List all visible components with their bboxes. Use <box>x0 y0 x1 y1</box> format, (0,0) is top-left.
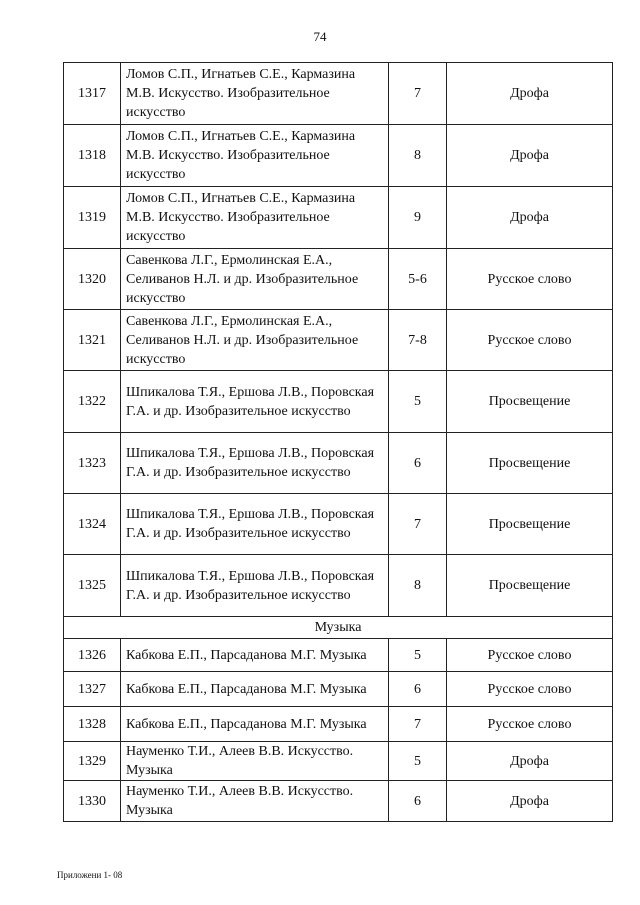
row-number: 1327 <box>64 672 121 707</box>
publisher-cell: Дрофа <box>447 63 613 125</box>
publisher-cell: Просвещение <box>447 433 613 494</box>
row-number: 1329 <box>64 742 121 781</box>
grade-cell: 9 <box>389 187 447 249</box>
grade-cell: 6 <box>389 672 447 707</box>
table-row <box>64 433 613 494</box>
publisher-cell: Просвещение <box>447 494 613 555</box>
publisher-cell: Просвещение <box>447 555 613 617</box>
publisher-cell: Русское слово <box>447 249 613 310</box>
publisher-cell: Русское слово <box>447 310 613 371</box>
grade-cell: 8 <box>389 125 447 187</box>
table-row <box>64 63 613 125</box>
author-title-cell: Ломов С.П., Игнатьев С.Е., Кармазина М.В. Искусство. Изобразительное искусство <box>121 63 389 125</box>
author-title-cell: Ломов С.П., Игнатьев С.Е., Кармазина М.В. Искусство. Изобразительное искусство <box>121 187 389 249</box>
row-number: 1320 <box>64 249 121 310</box>
grade-cell: 7 <box>389 707 447 742</box>
author-title-cell: Шпикалова Т.Я., Ершова Л.В., Поровская Г.А. и др. Изобразительное искусство <box>121 433 389 494</box>
table-row <box>64 371 613 433</box>
author-title-cell: Шпикалова Т.Я., Ершова Л.В., Поровская Г.А. и др. Изобразительное искусство <box>121 555 389 617</box>
table-row <box>64 555 613 617</box>
grade-cell: 7 <box>389 494 447 555</box>
publisher-cell: Русское слово <box>447 707 613 742</box>
grade-cell: 7-8 <box>389 310 447 371</box>
grade-cell: 8 <box>389 555 447 617</box>
publisher-cell: Просвещение <box>447 371 613 433</box>
author-title-cell: Ломов С.П., Игнатьев С.Е., Кармазина М.В. Искусство. Изобразительное искусство <box>121 125 389 187</box>
table-row <box>64 310 613 371</box>
row-number: 1326 <box>64 639 121 672</box>
author-title-cell: Кабкова Е.П., Парсаданова М.Г. Музыка <box>121 639 389 672</box>
author-title-cell: Науменко Т.И., Алеев В.В. Искусство. Музыка <box>121 781 389 822</box>
table-row <box>64 494 613 555</box>
grade-cell: 5 <box>389 639 447 672</box>
table-row <box>64 781 613 822</box>
publisher-cell: Дрофа <box>447 187 613 249</box>
grade-cell: 6 <box>389 781 447 822</box>
author-title-cell: Савенкова Л.Г., Ермолинская Е.А., Селиванов Н.Л. и др. Изобразительное искусство <box>121 249 389 310</box>
author-title-cell: Кабкова Е.П., Парсаданова М.Г. Музыка <box>121 707 389 742</box>
grade-cell: 6 <box>389 433 447 494</box>
row-number: 1322 <box>64 371 121 433</box>
publisher-cell: Дрофа <box>447 125 613 187</box>
publisher-cell: Дрофа <box>447 742 613 781</box>
row-number: 1325 <box>64 555 121 617</box>
section-title: Музыка <box>64 617 613 639</box>
page-number: 74 <box>313 29 327 44</box>
row-number: 1317 <box>64 63 121 125</box>
row-number: 1323 <box>64 433 121 494</box>
textbook-table <box>63 62 613 822</box>
row-number: 1330 <box>64 781 121 822</box>
author-title-cell: Кабкова Е.П., Парсаданова М.Г. Музыка <box>121 672 389 707</box>
publisher-cell: Дрофа <box>447 781 613 822</box>
table-row <box>64 742 613 781</box>
row-number: 1319 <box>64 187 121 249</box>
row-number: 1321 <box>64 310 121 371</box>
table-row <box>64 187 613 249</box>
table-body <box>64 63 613 822</box>
author-title-cell: Науменко Т.И., Алеев В.В. Искусство. Музыка <box>121 742 389 781</box>
table-row <box>64 672 613 707</box>
author-title-cell: Шпикалова Т.Я., Ершова Л.В., Поровская Г.А. и др. Изобразительное искусство <box>121 494 389 555</box>
table-row <box>64 639 613 672</box>
footer-note: Приложени 1- 08 <box>57 870 123 880</box>
section-header-row <box>64 617 613 639</box>
author-title-cell: Шпикалова Т.Я., Ершова Л.В., Поровская Г.А. и др. Изобразительное искусство <box>121 371 389 433</box>
grade-cell: 5-6 <box>389 249 447 310</box>
grade-cell: 5 <box>389 742 447 781</box>
table-row <box>64 125 613 187</box>
grade-cell: 5 <box>389 371 447 433</box>
row-number: 1318 <box>64 125 121 187</box>
publisher-cell: Русское слово <box>447 672 613 707</box>
row-number: 1328 <box>64 707 121 742</box>
grade-cell: 7 <box>389 63 447 125</box>
table-row <box>64 249 613 310</box>
publisher-cell: Русское слово <box>447 639 613 672</box>
table-row <box>64 707 613 742</box>
author-title-cell: Савенкова Л.Г., Ермолинская Е.А., Селиванов Н.Л. и др. Изобразительное искусство <box>121 310 389 371</box>
row-number: 1324 <box>64 494 121 555</box>
